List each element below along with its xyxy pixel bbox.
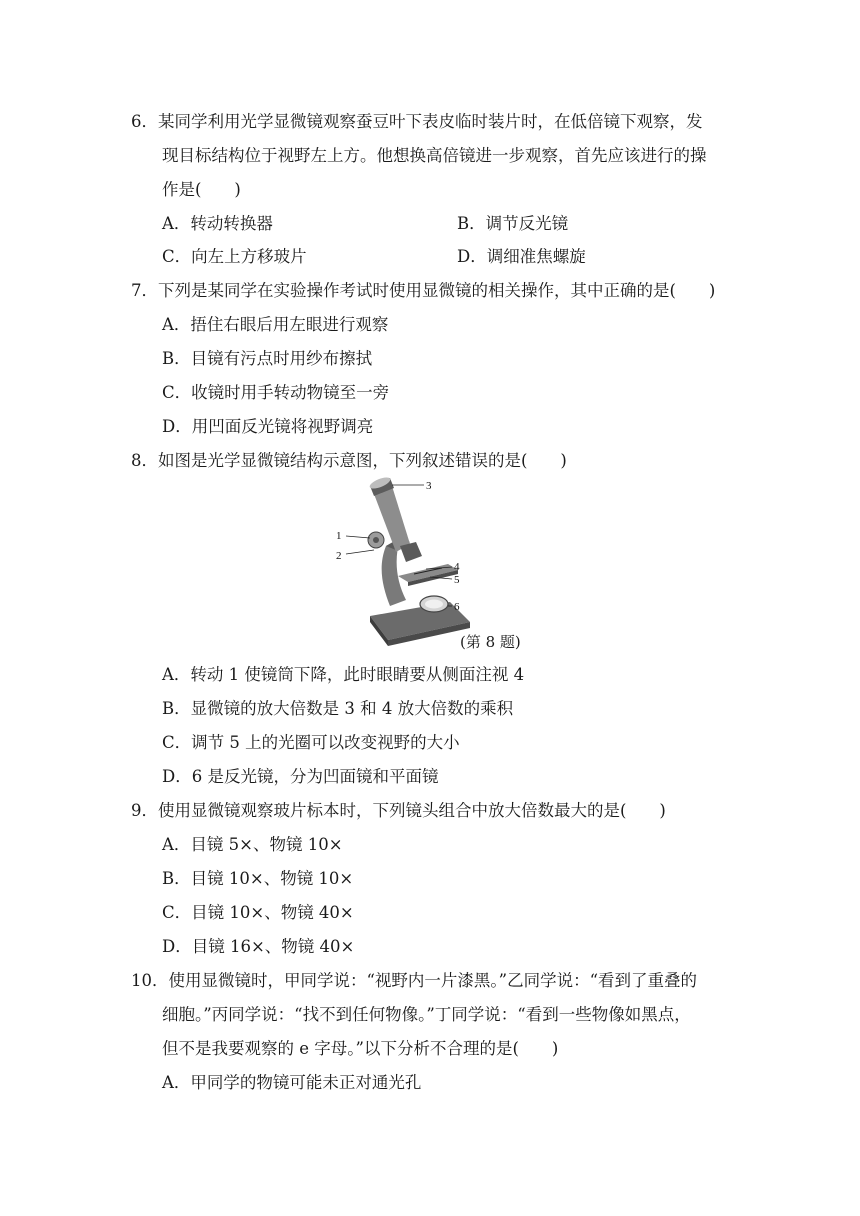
- q7-option-c: C．收镜时用手转动物镜至一旁: [162, 383, 390, 402]
- q10-stem-line2: 细胞。”丙同学说：“找不到任何物像。”丁同学说：“看到一些物像如黑点，: [162, 1005, 691, 1024]
- q7-stem: 7．下列是某同学在实验操作考试时使用显微镜的相关操作，其中正确的是( ): [131, 281, 716, 300]
- label-5: 5: [454, 574, 460, 586]
- q6-stem-line3: 作是( ): [162, 180, 241, 199]
- q6-stem-line1: 6．某同学利用光学显微镜观察蚕豆叶下表皮临时装片时，在低倍镜下观察，发: [131, 112, 703, 131]
- q7-option-b: B．目镜有污点时用纱布擦拭: [162, 349, 373, 368]
- q6-stem-line2: 现目标结构位于视野左上方。他想换高倍镜进一步观察，首先应该进行的操: [162, 146, 707, 165]
- q9-option-d: D．目镜 16×、物镜 40×: [162, 937, 355, 956]
- q10-stem-line1: 10．使用显微镜时，甲同学说：“视野内一片漆黑。”乙同学说：“看到了重叠的: [131, 971, 698, 990]
- q10-option-a: A．甲同学的物镜可能未正对通光孔: [162, 1073, 422, 1092]
- label-6: 6: [454, 601, 460, 613]
- microscope-figure: [330, 476, 530, 652]
- q7-option-a: A．捂住右眼后用左眼进行观察: [162, 315, 389, 334]
- q6-option-b: B．调节反光镜: [457, 214, 569, 233]
- label-3: 3: [426, 480, 432, 492]
- label-4: 4: [454, 561, 460, 573]
- q9-stem: 9．使用显微镜观察玻片标本时，下列镜头组合中放大倍数最大的是( ): [131, 801, 666, 820]
- q8-option-c: C．调节 5 上的光圈可以改变视野的大小: [162, 733, 460, 752]
- q6-option-d: D．调细准焦螺旋: [457, 247, 586, 266]
- q9-option-b: B．目镜 10×、物镜 10×: [162, 869, 354, 888]
- q8-option-a: A．转动 1 使镜筒下降，此时眼睛要从侧面注视 4: [162, 665, 525, 684]
- q6-option-c: C．向左上方移玻片: [162, 247, 307, 266]
- q10-stem-line3: 但不是我要观察的 e 字母。”以下分析不合理的是( ): [162, 1039, 559, 1058]
- q6-option-a: A．转动转换器: [162, 214, 273, 233]
- q8-stem: 8．如图是光学显微镜结构示意图，下列叙述错误的是( ): [131, 451, 567, 470]
- figure-caption: (第 8 题): [460, 633, 521, 651]
- q9-option-a: A．目镜 5×、物镜 10×: [162, 835, 343, 854]
- label-2: 2: [336, 550, 342, 562]
- q7-option-d: D．用凹面反光镜将视野调亮: [162, 417, 374, 436]
- q9-option-c: C．目镜 10×、物镜 40×: [162, 903, 354, 922]
- q8-option-b: B．显微镜的放大倍数是 3 和 4 放大倍数的乘积: [162, 699, 514, 718]
- q8-option-d: D．6 是反光镜，分为凹面镜和平面镜: [162, 767, 439, 786]
- label-1: 1: [336, 530, 342, 542]
